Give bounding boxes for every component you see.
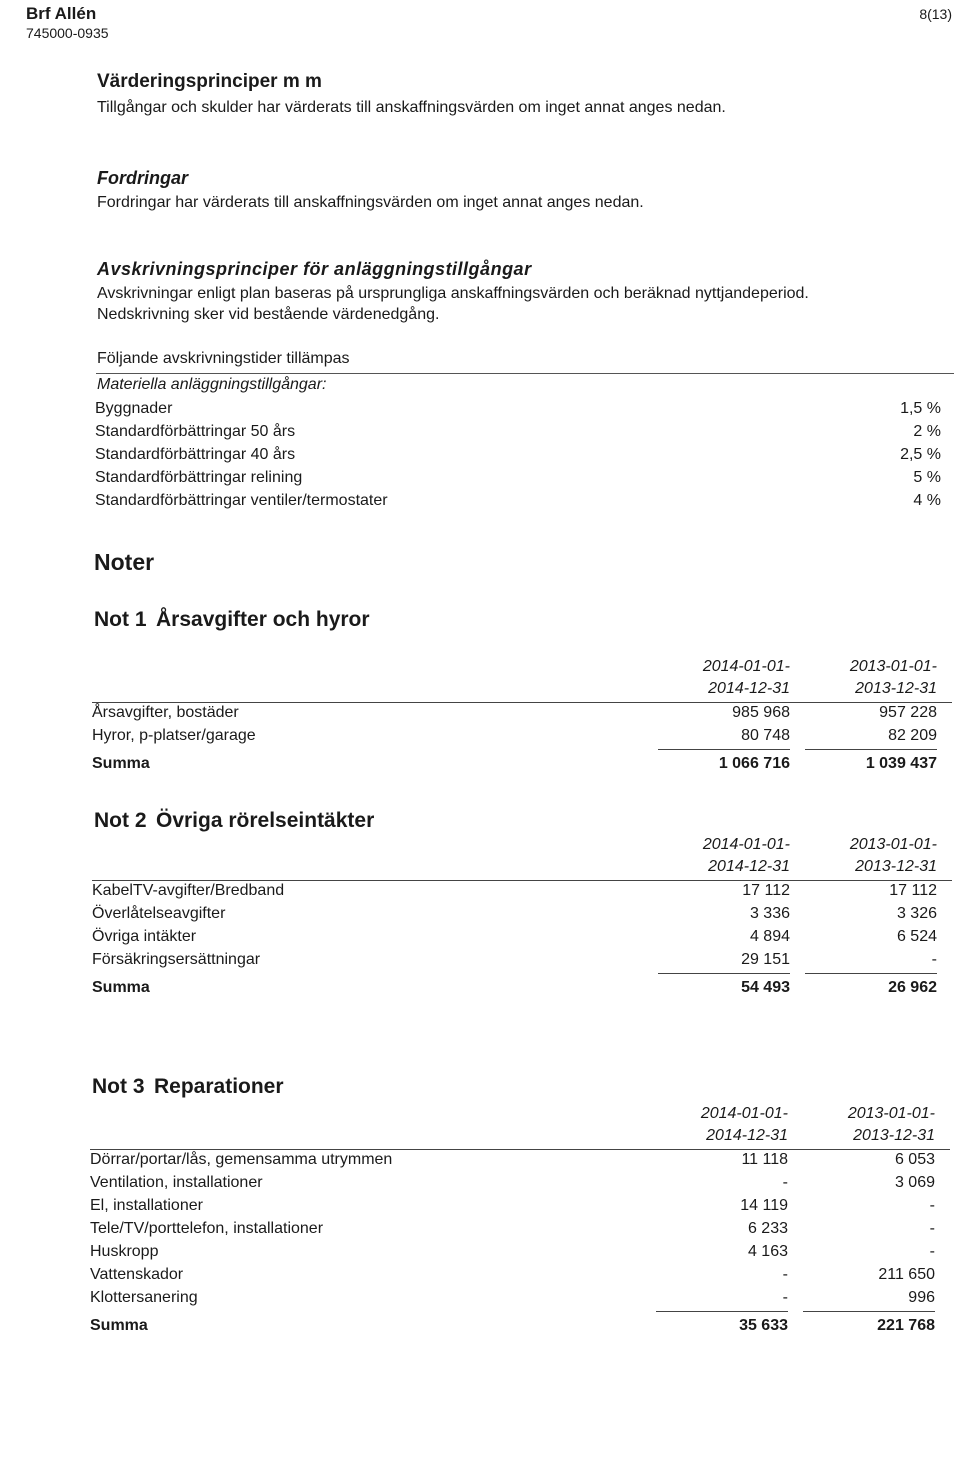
sum-row	[92, 977, 942, 999]
row-label: Överlåtelseavgifter	[92, 905, 226, 922]
sum-prior: 221 768	[877, 1317, 935, 1334]
value-prior: 3 069	[894, 1174, 935, 1191]
value-current: 6 233	[747, 1220, 788, 1237]
sum-rule	[805, 973, 937, 974]
period-start: 2013-01-01-	[847, 1105, 935, 1122]
value-current: 29 151	[741, 951, 790, 968]
depreciation-title: Avskrivningsprinciper för anläggningstillgångar	[97, 259, 532, 279]
row-label: Årsavgifter, bostäder	[92, 704, 239, 721]
value-prior: 996	[908, 1289, 935, 1306]
depreciation-label: Standardförbättringar 40 års	[95, 446, 296, 463]
value-current: 14 119	[740, 1197, 788, 1214]
table-row	[92, 702, 942, 724]
row-label: Tele/TV/porttelefon, installationer	[90, 1220, 324, 1237]
period-header	[92, 656, 942, 702]
depreciation-text-2: Nedskrivning sker vid bestående värdenedgång.	[97, 306, 440, 323]
value-prior: 957 228	[879, 704, 937, 721]
depreciation-schedule-heading: Följande avskrivningstider tillämpas	[97, 350, 350, 367]
sum-label: Summa	[92, 979, 150, 996]
notes-heading: Noter	[94, 549, 155, 575]
sum-rule	[656, 1311, 788, 1312]
period-end: 2013-12-31	[855, 858, 937, 875]
value-current: 985 968	[732, 704, 790, 721]
depreciation-schedule-divider	[96, 373, 954, 374]
period-prior	[807, 656, 937, 700]
value-prior: 3 326	[896, 905, 937, 922]
row-label: Huskropp	[90, 1243, 159, 1260]
value-prior: 82 209	[888, 727, 937, 744]
depreciation-rate: 5 %	[913, 469, 941, 486]
period-start: 2014-01-01-	[702, 658, 790, 675]
value-prior: -	[931, 951, 937, 968]
value-prior: 211 650	[878, 1266, 935, 1283]
value-current: -	[782, 1174, 788, 1191]
value-prior: -	[929, 1220, 935, 1237]
period-start: 2013-01-01-	[849, 658, 937, 675]
period-end: 2014-12-31	[708, 680, 790, 697]
table-row	[92, 725, 942, 747]
period-header	[90, 1103, 940, 1149]
value-current: 17 112	[742, 882, 790, 899]
depreciation-text-1: Avskrivningar enligt plan baseras på ursprungliga anskaffningsvärden och beräknad nyttjandeperiod.	[97, 285, 809, 302]
sum-rule	[805, 749, 937, 750]
period-start: 2014-01-01-	[700, 1105, 788, 1122]
sum-row	[92, 753, 942, 775]
depreciation-label: Standardförbättringar relining	[95, 469, 303, 486]
period-end: 2013-12-31	[853, 1127, 935, 1144]
table-row	[92, 880, 942, 902]
note-title-text: Årsavgifter och hyror	[156, 608, 370, 631]
row-label: Försäkringsersättningar	[92, 951, 261, 968]
depreciation-row	[95, 443, 941, 466]
sum-current: 35 633	[739, 1317, 788, 1334]
period-current	[660, 834, 790, 878]
depreciation-rate: 4 %	[913, 492, 941, 509]
period-end: 2014-12-31	[708, 858, 790, 875]
depreciation-schedule-list	[95, 397, 941, 512]
row-label: Vattenskador	[90, 1266, 184, 1283]
period-prior	[807, 834, 937, 878]
depreciation-row	[95, 420, 941, 443]
row-label: El, installationer	[90, 1197, 203, 1214]
sum-row	[90, 1315, 940, 1337]
value-current: 3 336	[749, 905, 790, 922]
value-prior: -	[929, 1197, 935, 1214]
table-row	[90, 1172, 940, 1194]
note-number: Not 3	[92, 1075, 145, 1098]
table-row	[90, 1287, 940, 1309]
value-prior: -	[929, 1243, 935, 1260]
row-label: Dörrar/portar/lås, gemensamma utrymmen	[90, 1151, 393, 1168]
period-current	[660, 656, 790, 700]
sum-current: 54 493	[741, 979, 790, 996]
receivables-title: Fordringar	[97, 168, 189, 188]
value-current: 80 748	[741, 727, 790, 744]
depreciation-row	[95, 466, 941, 489]
note-2-title	[94, 809, 374, 833]
table-row	[90, 1195, 940, 1217]
value-current: 11 118	[741, 1151, 788, 1168]
sum-rule	[803, 1311, 935, 1312]
row-label: Hyror, p-platser/garage	[92, 727, 256, 744]
period-end: 2013-12-31	[855, 680, 937, 697]
row-label: KabelTV-avgifter/Bredband	[92, 882, 285, 899]
period-start: 2014-01-01-	[702, 836, 790, 853]
sum-current: 1 066 716	[718, 755, 790, 772]
receivables-text: Fordringar har värderats till anskaffningsvärden om inget annat anges nedan.	[97, 194, 644, 211]
note-number: Not 1	[94, 608, 147, 631]
depreciation-label: Byggnader	[95, 400, 173, 417]
depreciation-rate: 2 %	[913, 423, 941, 440]
table-row	[90, 1264, 940, 1286]
value-prior: 6 053	[894, 1151, 935, 1168]
table-row	[92, 926, 942, 948]
row-label: Ventilation, installationer	[90, 1174, 263, 1191]
sum-label: Summa	[92, 755, 150, 772]
depreciation-rate: 2,5 %	[900, 446, 941, 463]
period-current	[658, 1103, 788, 1147]
depreciation-label: Standardförbättringar 50 års	[95, 423, 296, 440]
depreciation-row	[95, 489, 941, 512]
page-number: 8(13)	[919, 6, 952, 22]
sum-label: Summa	[90, 1317, 148, 1334]
table-row	[90, 1149, 940, 1171]
valuation-title: Värderingsprinciper m m	[97, 71, 322, 92]
period-header	[92, 834, 942, 880]
row-label: Klottersanering	[90, 1289, 198, 1306]
period-prior	[805, 1103, 935, 1147]
note-1-title	[94, 608, 370, 632]
sum-rule	[658, 973, 790, 974]
row-label: Övriga intäkter	[92, 928, 197, 945]
depreciation-label: Standardförbättringar ventiler/termostater	[95, 492, 388, 509]
depreciation-schedule-subheading: Materiella anläggningstillgångar:	[97, 376, 327, 393]
note-3-title	[92, 1075, 284, 1099]
table-row	[92, 949, 942, 971]
note-number: Not 2	[94, 809, 147, 832]
value-prior: 6 524	[896, 928, 937, 945]
sum-prior: 26 962	[888, 979, 937, 996]
organization-number: 745000-0935	[26, 25, 109, 41]
value-current: 4 894	[749, 928, 790, 945]
sum-rule	[658, 749, 790, 750]
note-title-text: Reparationer	[154, 1075, 284, 1098]
value-current: 4 163	[747, 1243, 788, 1260]
value-current: -	[782, 1266, 788, 1283]
note-title-text: Övriga rörelseintäkter	[156, 809, 375, 832]
table-row	[90, 1241, 940, 1263]
depreciation-row	[95, 397, 941, 420]
valuation-text: Tillgångar och skulder har värderats till anskaffningsvärden om inget annat anges nedan.	[97, 99, 726, 116]
period-start: 2013-01-01-	[849, 836, 937, 853]
value-current: -	[782, 1289, 788, 1306]
table-row	[92, 903, 942, 925]
sum-prior: 1 039 437	[865, 755, 937, 772]
depreciation-rate: 1,5 %	[900, 400, 941, 417]
table-row	[90, 1218, 940, 1240]
period-end: 2014-12-31	[706, 1127, 788, 1144]
value-prior: 17 112	[889, 882, 937, 899]
organization-name: Brf Allén	[26, 4, 97, 23]
